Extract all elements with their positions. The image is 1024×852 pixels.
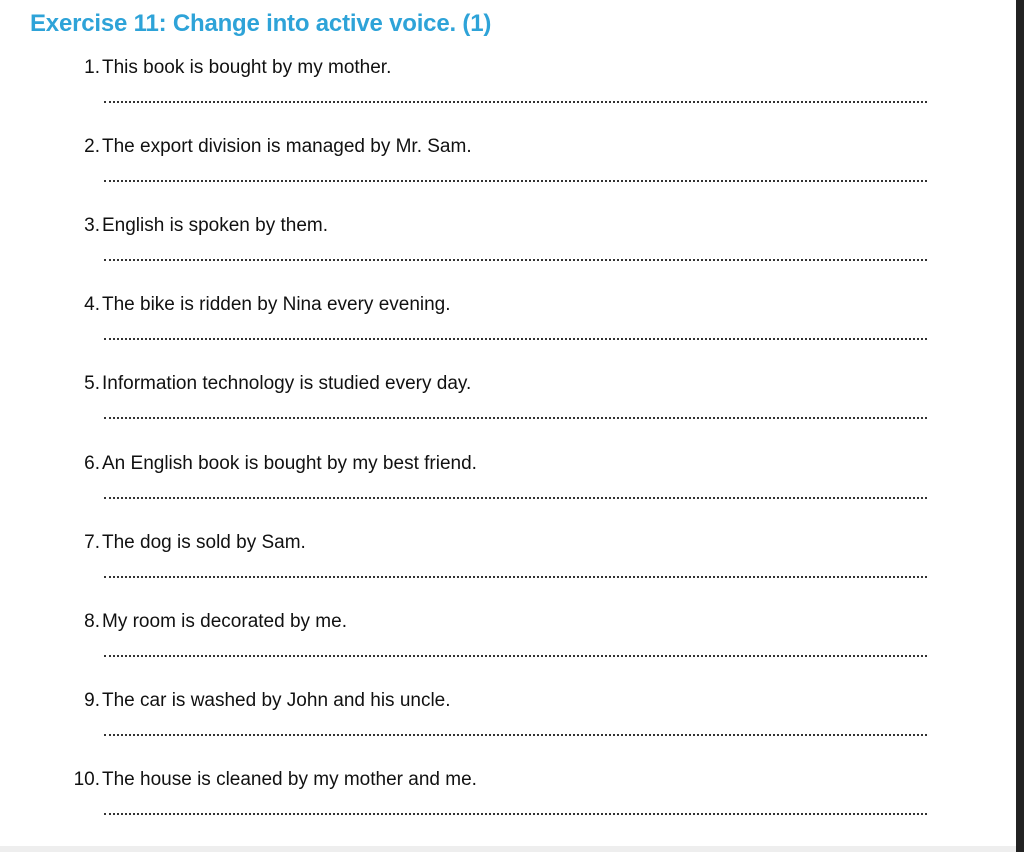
question-item (62, 453, 932, 533)
question-number: 8. (84, 611, 100, 632)
answer-line[interactable] (104, 655, 927, 657)
question-item (62, 690, 932, 770)
question-item (62, 215, 932, 295)
question-item (62, 136, 932, 216)
answer-line[interactable] (104, 576, 927, 578)
question-text: This book is bought by my mother. (102, 57, 392, 78)
question-item (62, 57, 932, 137)
answer-line[interactable] (104, 180, 927, 182)
question-text: The bike is ridden by Nina every evening. (102, 294, 451, 315)
page-right-border (1016, 0, 1024, 852)
question-number: 9. (84, 690, 100, 711)
question-number: 6. (84, 453, 100, 474)
answer-line[interactable] (104, 813, 927, 815)
question-text: Information technology is studied every day. (102, 373, 472, 394)
question-item (62, 769, 932, 849)
answer-line[interactable] (104, 101, 927, 103)
exercise-title: Exercise 11: Change into active voice. (1) (30, 10, 492, 37)
question-number: 5. (84, 373, 100, 394)
question-number: 4. (84, 294, 100, 315)
question-text: The dog is sold by Sam. (102, 532, 306, 553)
answer-line[interactable] (104, 338, 927, 340)
question-item (62, 373, 932, 453)
question-number: 2. (84, 136, 100, 157)
question-item (62, 294, 932, 374)
question-text: My room is decorated by me. (102, 611, 347, 632)
answer-line[interactable] (104, 417, 927, 419)
question-text: The export division is managed by Mr. Sam. (102, 136, 472, 157)
answer-line[interactable] (104, 734, 927, 736)
question-item (62, 611, 932, 691)
question-text: The car is washed by John and his uncle. (102, 690, 451, 711)
question-number: 10. (73, 769, 100, 790)
question-text: The house is cleaned by my mother and me. (102, 769, 477, 790)
question-item (62, 532, 932, 612)
question-text: English is spoken by them. (102, 215, 329, 236)
question-number: 7. (84, 532, 100, 553)
question-text: An English book is bought by my best friend. (102, 453, 477, 474)
answer-line[interactable] (104, 259, 927, 261)
answer-line[interactable] (104, 497, 927, 499)
question-number: 1. (84, 57, 100, 78)
question-number: 3. (84, 215, 100, 236)
